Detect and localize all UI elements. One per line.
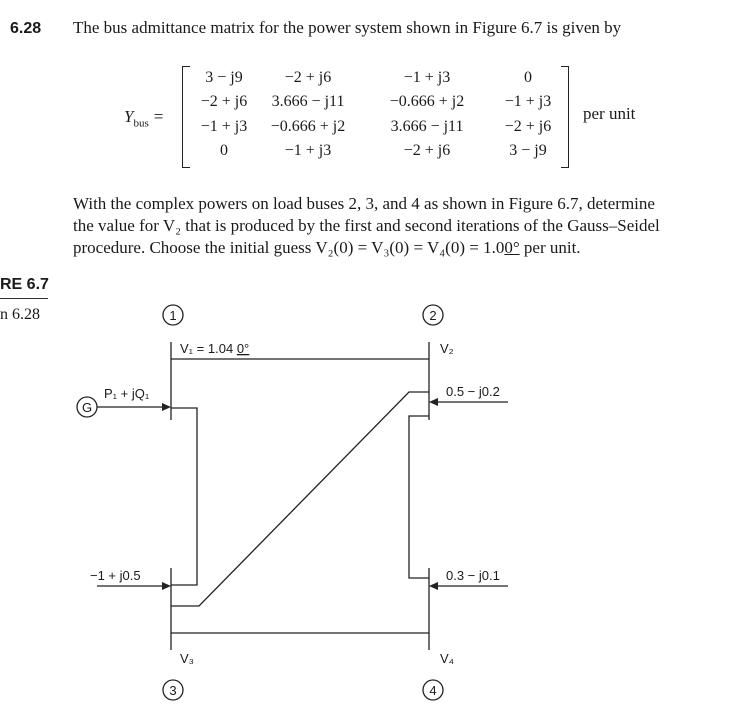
matrix-cell: −1 + j3: [504, 93, 552, 110]
problem-statement: The bus admittance matrix for the power system shown in Figure 6.7 is given by: [73, 18, 622, 37]
v2-label: V₂: [440, 341, 454, 356]
ybus-symbol: Y: [124, 107, 134, 126]
admittance-matrix: [182, 66, 569, 166]
ybus-label: [124, 107, 163, 129]
paragraph-line-3-text: procedure. Choose the initial guess V₂(0) = V₃(0) = V₄(0) = 1.0: [73, 238, 505, 257]
matrix-cell: −0.666 + j2: [270, 118, 346, 135]
load-bus2-label: 0.5 − j0.2: [446, 384, 500, 399]
problem-number: 6.28: [10, 20, 42, 37]
matrix-cell: 3.666 − j11: [271, 93, 345, 110]
bus-2-number: 2: [429, 308, 437, 323]
v4-label: V₄: [440, 651, 454, 666]
bus-4-number: 4: [429, 683, 437, 698]
load-bus3-arrow-icon: [162, 582, 171, 590]
matrix-cell: 3 − j9: [509, 142, 547, 159]
matrix-cell: 3.666 − j11: [390, 118, 464, 135]
line-2-3: [171, 392, 429, 606]
matrix-cell: −2 + j6: [403, 142, 451, 159]
generator-letter: G: [81, 400, 93, 415]
matrix-cell: 3 − j9: [205, 69, 243, 86]
matrix-cell: −1 + j3: [284, 142, 332, 159]
matrix-cell: 0: [524, 69, 532, 86]
power-system-diagram: [0, 290, 754, 711]
load-bus2-arrow-icon: [429, 398, 438, 406]
load-bus4-label: 0.3 − j0.1: [446, 568, 500, 583]
v1-angle: 0°: [236, 341, 250, 356]
ybus-subscript: bus: [133, 117, 149, 130]
matrix-cell: −1 + j3: [200, 118, 248, 135]
paragraph-line-3-tail: per unit.: [519, 238, 581, 257]
gen-arrow-icon: [162, 403, 171, 411]
bus-1-number: 1: [169, 308, 177, 323]
matrix-cell: −1 + j3: [403, 69, 451, 86]
load-bus3-label: −1 + j0.5: [90, 568, 141, 583]
angle-zero: 0°: [504, 238, 520, 257]
per-unit-label: per unit: [583, 104, 636, 123]
paragraph-line-3: [73, 238, 581, 258]
paragraph-line-2: the value for V₂ that is produced by the first and second iterations of the Gauss–Seidel: [73, 216, 660, 235]
matrix-cell: −0.666 + j2: [389, 93, 465, 110]
line-2-4: [409, 416, 429, 578]
matrix-cell: −2 + j6: [200, 93, 248, 110]
matrix-cell: −2 + j6: [504, 118, 552, 135]
figure-label: RE 6.7: [0, 276, 49, 293]
v3-label: V₃: [180, 651, 194, 666]
matrix-cell: −2 + j6: [284, 69, 332, 86]
matrix-cell: 0: [220, 142, 228, 159]
bus-3-number: 3: [169, 683, 177, 698]
v1-label: [180, 341, 249, 356]
gen-power-label: P₁ + jQ₁: [104, 386, 150, 401]
v1-text: V₁ = 1.04: [180, 341, 234, 356]
load-bus4-arrow-icon: [429, 582, 438, 590]
figure-problem-ref: n 6.28: [0, 306, 40, 323]
line-1-3: [171, 408, 197, 585]
paragraph-line-1: With the complex powers on load buses 2, 3, and 4 as shown in Figure 6.7, determine: [73, 194, 655, 213]
equals-sign: =: [153, 107, 164, 126]
